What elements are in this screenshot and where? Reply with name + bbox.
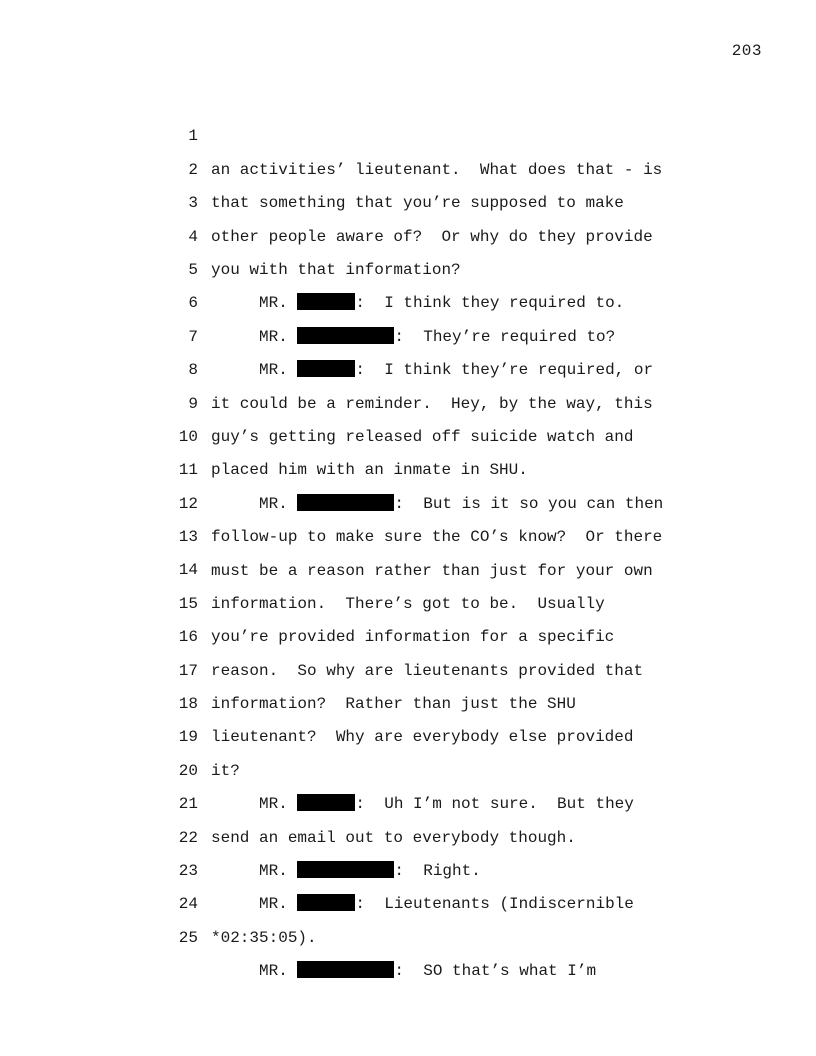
speaker-prefix: MR. — [259, 494, 288, 513]
line-number: 15 — [178, 594, 198, 613]
line-number: 17 — [178, 661, 198, 680]
line-text: you with that information? — [211, 260, 461, 279]
line-text: : Lieutenants (Indiscernible — [355, 895, 634, 914]
speaker-prefix: MR. — [259, 962, 288, 981]
line-text: it could be a reminder. Hey, by the way, this — [211, 394, 653, 413]
speaker-prefix: MR. — [259, 795, 288, 814]
line-number: 3 — [188, 194, 198, 213]
line-text: it? — [211, 761, 240, 780]
line-text: information. There’s got to be. Usually — [211, 594, 605, 613]
line-number: 1 — [188, 127, 198, 146]
speaker-prefix: MR. — [259, 294, 288, 313]
line-text: placed him with an inmate in SHU. — [211, 461, 528, 480]
line-number: 22 — [178, 828, 198, 847]
line-number: 24 — [178, 895, 198, 914]
line-number: 14 — [178, 561, 198, 580]
line-text: : I think they required to. — [355, 294, 625, 313]
line-text: that something that you’re supposed to make — [211, 194, 624, 213]
line-number: 16 — [178, 628, 198, 647]
line-text: an activities’ lieutenant. What does that - is — [211, 160, 663, 179]
line-number: 9 — [188, 394, 198, 413]
line-text: must be a reason rather than just for your own — [211, 561, 653, 580]
line-number: 11 — [178, 461, 198, 480]
line-number: 2 — [188, 160, 198, 179]
line-number: 5 — [188, 260, 198, 279]
line-text: other people aware of? Or why do they provide — [211, 227, 653, 246]
line-text: you’re provided information for a specific — [211, 628, 615, 647]
line-text: : Right. — [394, 862, 481, 881]
line-text: guy’s getting released off suicide watch and — [211, 427, 634, 446]
line-number: 18 — [178, 695, 198, 714]
line-number: 12 — [178, 494, 198, 513]
line-number: 10 — [178, 427, 198, 446]
line-text: follow-up to make sure the CO’s know? Or there — [211, 528, 663, 547]
line-text: : SO that’s what I’m — [394, 962, 597, 981]
line-text: : But is it so you can then — [394, 494, 664, 513]
speaker-prefix: MR. — [259, 327, 288, 346]
line-number: 8 — [188, 361, 198, 380]
line-text: : Uh I’m not sure. But they — [355, 795, 634, 814]
line-number: 20 — [178, 761, 198, 780]
line-text: information? Rather than just the SHU — [211, 695, 576, 714]
line-number: 13 — [178, 528, 198, 547]
speaker-line — [259, 955, 596, 988]
speaker-prefix: MR. — [259, 361, 288, 380]
line-text: reason. So why are lieutenants provided that — [211, 661, 644, 680]
line-number: 4 — [188, 227, 198, 246]
line-number: 21 — [178, 795, 198, 814]
transcript-line — [0, 87, 816, 179]
line-text: lieutenant? Why are everybody else provided — [211, 728, 634, 747]
page-number: 203 — [731, 42, 762, 60]
line-number: 7 — [188, 327, 198, 346]
speaker-prefix: MR. — [259, 895, 288, 914]
line-text: *02:35:05). — [211, 928, 317, 947]
line-text: send an email out to everybody though. — [211, 828, 576, 847]
speaker-prefix: MR. — [259, 862, 288, 881]
line-number: 19 — [178, 728, 198, 747]
line-text: : I think they’re required, or — [355, 361, 654, 380]
line-text: : They’re required to? — [394, 327, 616, 346]
line-number: 6 — [188, 294, 198, 313]
line-number: 25 — [178, 928, 198, 947]
transcript-body — [0, 87, 816, 981]
line-number: 23 — [178, 862, 198, 880]
redaction-box — [297, 961, 394, 978]
